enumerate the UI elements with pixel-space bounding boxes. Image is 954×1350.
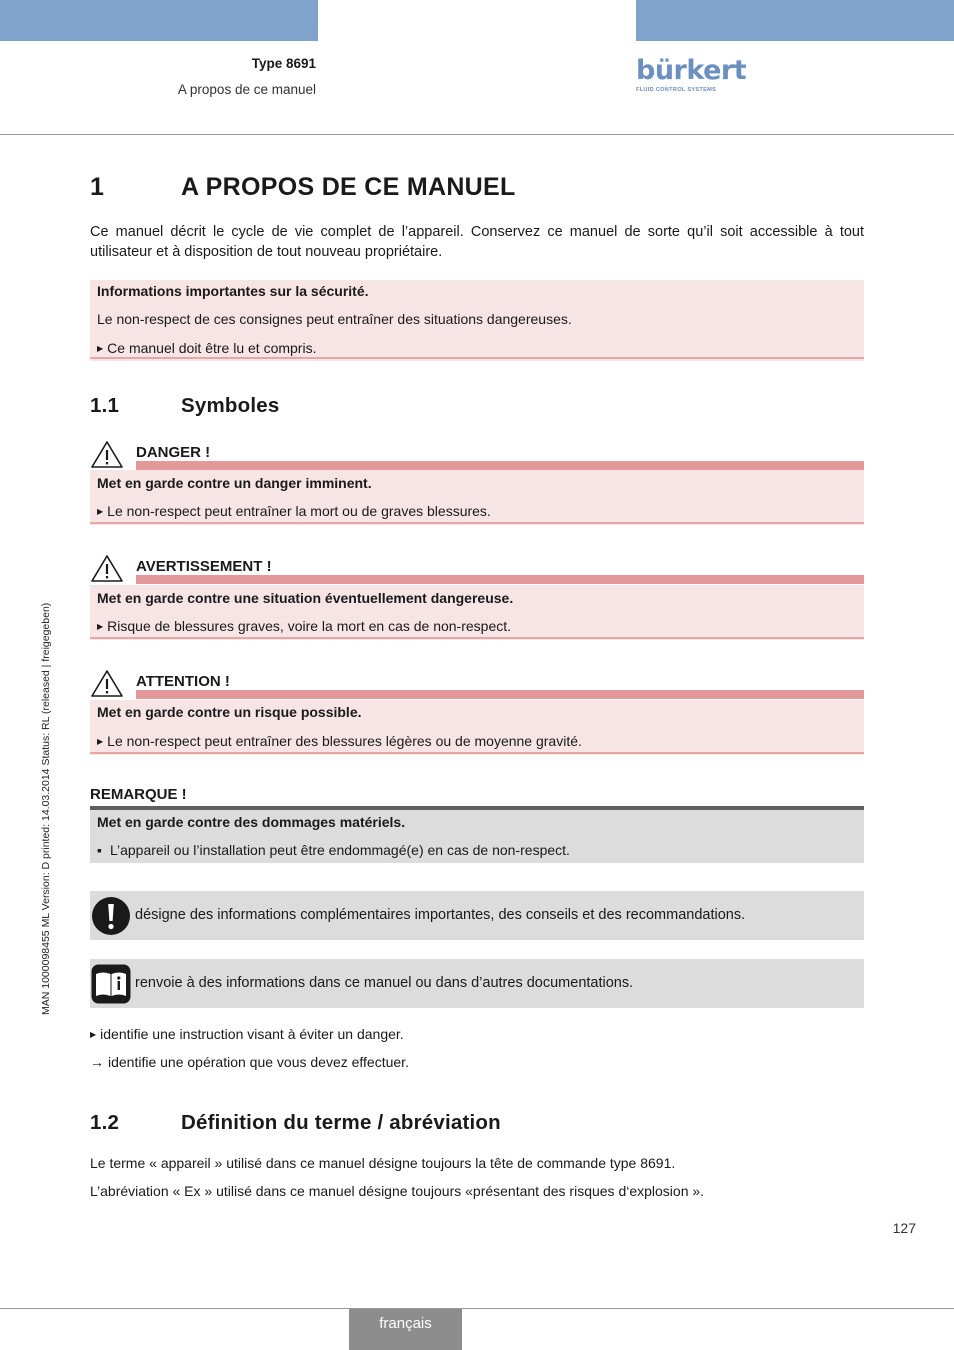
warning-header <box>90 558 864 582</box>
section-number: 1.2 <box>90 1111 120 1134</box>
header-bar-left <box>0 0 318 41</box>
info-reference-text: renvoie à des informations dans ce manuel ou dans d’autres documentations. <box>135 975 634 991</box>
box-bottom-rule <box>90 752 864 754</box>
exclamation-icon <box>91 896 131 936</box>
attention-title: Met en garde contre un risque possible. <box>97 704 362 720</box>
document-type: Type 8691 <box>251 56 316 71</box>
triangle-bullet-icon: ▶ <box>97 507 104 516</box>
chapter-heading <box>90 173 516 202</box>
arrow-symbol-line: → identifie une opération que vous devez effectuer. <box>90 1054 409 1070</box>
triangle-bullet-icon: ▶ <box>97 344 104 353</box>
header-divider <box>0 134 954 135</box>
danger-header <box>90 444 864 468</box>
logo-tagline: FLUID CONTROL SYSTEMS <box>636 87 717 93</box>
warning-bullet: ▶ Risque de blessures graves, voire la mort en cas de non-respect. <box>97 618 512 634</box>
chapter-intro: Ce manuel décrit le cycle de vie complet de l’appareil. Conservez ce manuel de sorte qu’il soit accessible à tout utilisateur et à disposition de tout nouveau propriétaire. <box>90 224 864 260</box>
running-header-section: A propos de ce manuel <box>177 82 316 97</box>
remark-bullet: ▪ L’appareil ou l’installation peut être endommagé(e) en cas de non-respect. <box>97 842 570 858</box>
box-bottom-rule <box>90 357 864 359</box>
danger-bullet: ▶ Le non-respect peut entraîner la mort ou de graves blessures. <box>97 503 491 519</box>
page-number: 127 <box>892 1220 916 1236</box>
attention-bar <box>136 690 864 699</box>
attention-bullet: ▶ Le non-respect peut entraîner des blessures légères ou de moyenne gravité. <box>97 733 582 749</box>
attention-label: ATTENTION ! <box>136 673 230 690</box>
warning-title: Met en garde contre une situation éventuellement dangereuse. <box>97 590 514 606</box>
chapter-title: A PROPOS DE CE MANUEL <box>181 173 516 201</box>
header-bar-right <box>636 0 954 41</box>
info-reference-box <box>90 959 864 1008</box>
section-title: Symboles <box>181 394 280 417</box>
warning-triangle-icon <box>90 439 124 469</box>
attention-header <box>90 673 864 697</box>
info-important-box <box>90 891 864 940</box>
side-print-note-text: MAN 1000098455 ML Version: D printed: 14.03.2014 Status: RL (released | freigegeben) <box>40 602 52 1015</box>
box-bottom-rule <box>90 522 864 524</box>
attention-box <box>90 700 864 755</box>
danger-bar <box>136 461 864 470</box>
chapter-number: 1 <box>90 173 105 201</box>
triangle-symbol-line: ▶ identifie une instruction visant à éviter un danger. <box>90 1025 864 1045</box>
book-icon <box>91 964 131 1004</box>
definition-line-1: Le terme « appareil » utilisé dans ce manuel désigne toujours la tête de commande type 8691. <box>90 1155 676 1171</box>
triangle-bullet-icon: ▶ <box>90 1030 97 1039</box>
warning-label: AVERTISSEMENT ! <box>136 558 272 575</box>
warning-bar <box>136 575 864 584</box>
logo-wordmark: bürkert <box>636 55 747 86</box>
safety-info-title: Informations importantes sur la sécurité. <box>97 283 369 299</box>
language-tab[interactable]: français <box>349 1309 462 1350</box>
burkert-logo <box>636 55 747 98</box>
triangle-bullet-icon: ▶ <box>97 737 104 746</box>
square-bullet-icon: ▪ <box>97 842 102 858</box>
section-number: 1.1 <box>90 394 120 417</box>
danger-box <box>90 470 864 525</box>
box-bottom-rule <box>90 637 864 639</box>
section-heading-definition <box>90 1111 501 1135</box>
warning-triangle-icon <box>90 553 124 583</box>
remark-label: REMARQUE ! <box>90 786 187 803</box>
danger-label: DANGER ! <box>136 444 211 461</box>
safety-info-box <box>90 280 864 361</box>
side-print-note <box>40 602 60 1035</box>
right-arrow-icon: → <box>90 1054 104 1070</box>
triangle-bullet-icon: ▶ <box>97 622 104 631</box>
section-heading-symbols <box>90 394 279 418</box>
remark-title: Met en garde contre des dommages matériels. <box>97 814 406 830</box>
warning-box <box>90 585 864 640</box>
safety-info-bullet: ▶ Ce manuel doit être lu et compris. <box>97 340 317 356</box>
warning-triangle-icon <box>90 668 124 698</box>
footer-divider <box>0 1308 954 1309</box>
section-title: Définition du terme / abréviation <box>181 1111 501 1134</box>
danger-title: Met en garde contre un danger imminent. <box>97 475 372 491</box>
safety-info-text: Le non-respect de ces consignes peut entraîner des situations dangereuses. <box>97 311 572 327</box>
info-important-text: désigne des informations complémentaires importantes, des conseils et des recommandations. <box>135 907 746 923</box>
definition-line-2: L’abréviation « Ex » utilisé dans ce manuel désigne toujours «présentant des risques d‘explosion ». <box>90 1183 705 1199</box>
remark-box <box>90 810 864 863</box>
